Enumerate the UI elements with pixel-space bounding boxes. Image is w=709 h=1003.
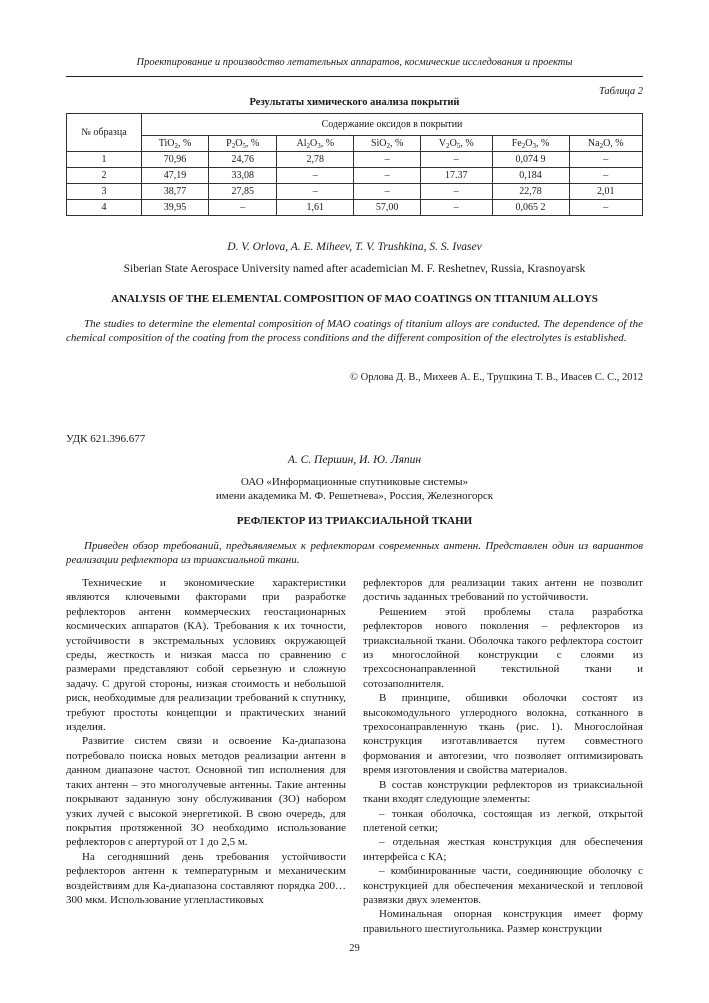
paragraph: рефлекторов для реализации таких антенн не позволит достичь заданных требований по устойчивости. [363, 577, 643, 604]
table-number: Таблица 2 [598, 86, 643, 97]
col-header-al2o3: $Al_2O_3$, % [277, 136, 354, 152]
table-cell: – [569, 152, 642, 168]
table-cell: 47,19 [142, 168, 209, 184]
table-row [67, 184, 643, 200]
table-cell: 0,074 9 [492, 152, 569, 168]
table-cell: 3 [67, 184, 142, 200]
body-column-left [66, 576, 346, 907]
table-cell: 2,01 [569, 184, 642, 200]
table-cell: – [354, 152, 421, 168]
paragraph: Технические и экономические характеристики являются ключевыми факторами при разработке рефлекторов антенн коммерческих геостационарных космических аппаратов (КА). Требования к их точности, устойчивости в экстремальных условиях окружающей среды, жесткость и низкая масса по сравнению с размерами представляют собой серьезную и сложную задачу. С другой стороны, низкая стоимость и небольшой риск, необходимые для реализации требований к спутнику, требуют простоты концепции и практических знаний изделия. [66, 577, 346, 734]
table-cell: – [421, 184, 493, 200]
table-cell: 24,76 [209, 152, 277, 168]
table-cell: – [354, 184, 421, 200]
sample-header: № образца [67, 114, 142, 152]
table-cell: 22,78 [492, 184, 569, 200]
table-cell: – [421, 152, 493, 168]
affiliation-ru [66, 475, 643, 503]
table-cell: 2,78 [277, 152, 354, 168]
table-cell: 57,00 [354, 200, 421, 216]
udk-code: УДК 621.396.677 [66, 433, 146, 445]
col-header-tio2: TiO$_2$, % [142, 136, 209, 152]
abstract-ru: Приведен обзор требований, предъявляемых к рефлекторам современных антенн. Представлен один из вариантов реализации рефлектора из триаксиальной ткани. [66, 540, 643, 566]
paragraph: Развитие систем связи и освоение Ka-диапазона потребовало поиска новых методов реализации антенн в данном диапазоне частот. Основной тип исполнения для таких антенн – это многолучевые антенны. Такие антенны покрывают заданную зону обслуживания (ЗО) набором узких лучей с высокой энергетикой. В свою очередь, для покрытия протяженной ЗО необходимо использование рефлекторов с апертурой от 1 до 2,5 м. [66, 735, 346, 849]
table-cell: 17.37 [421, 168, 493, 184]
table-cell: – [421, 200, 493, 216]
col-header-na2o: $Na_2O$, % [569, 136, 642, 152]
table-cell: – [354, 168, 421, 184]
affiliation-line: имени академика М. Ф. Решетнева», Россия, Железногорск [215, 490, 494, 502]
paragraph: На сегодняшний день требования устойчивости рефлекторов антенн к температурным и механическим воздействиям для Ka-диапазона составляют порядка 200…300 мкм. Использование углепластиковых [66, 850, 346, 906]
copyright-notice: © Орлова Д. В., Михеев А. Е., Трушкина Т. В., Ивасев С. С., 2012 [350, 372, 643, 383]
table-cell: 0,065 2 [492, 200, 569, 216]
list-item: – комбинированные части, соединяющие оболочку с конструкцией для обеспечения механической и тепловой развязки двух элементов. [363, 865, 643, 906]
paragraph: Номинальная опорная конструкция имеет форму правильного шестиугольника. Размер конструкции [363, 908, 643, 935]
body-column-right [363, 576, 643, 936]
table-cell: 27,85 [209, 184, 277, 200]
paragraph: Решением этой проблемы стала разработка рефлекторов нового поколения – рефлекторов из триаксиальной ткани. Оболочка такого рефлектора состоит из многослойной конструкции с слоями из трехсоснонаправленной текстильной ткани и сотозаполнителя. [363, 605, 643, 690]
table-cell: 70,96 [142, 152, 209, 168]
paragraph: В состав конструкции рефлекторов из триаксиальной ткани входят следующие элементы: [363, 778, 643, 806]
table-cell: 33,08 [209, 168, 277, 184]
oxide-group-header: Содержание оксидов в покрытии [142, 114, 643, 136]
col-header-p2o5: $P_2O_5$, % [209, 136, 277, 152]
table-cell: 1 [67, 152, 142, 168]
table-title: Результаты химического анализа покрытий [249, 97, 460, 108]
table-cell: – [569, 200, 642, 216]
table-cell: 39,95 [142, 200, 209, 216]
table-row [67, 200, 643, 216]
running-header: Проектирование и производство летательных аппаратов, космические исследования и проекты [136, 57, 573, 68]
col-header-fe2o3: $Fe_2O_3$, % [492, 136, 569, 152]
col-header-sio2: SiO$_2$, % [354, 136, 421, 152]
table-cell: 2 [67, 168, 142, 184]
table-cell: – [569, 168, 642, 184]
table-cell: 1,61 [277, 200, 354, 216]
table-subheader-row [67, 136, 643, 152]
table-cell: – [209, 200, 277, 216]
list-item: – отдельная жесткая конструкция для обеспечения интерфейса с КА; [363, 836, 643, 863]
header-rule [66, 76, 643, 77]
chemical-analysis-table [66, 113, 643, 216]
table-header-row [67, 114, 643, 136]
list-item: – тонкая оболочка, состоящая из легкой, открытой плетеной сетки; [363, 807, 643, 834]
page-number: 29 [349, 943, 360, 954]
table-cell: – [277, 168, 354, 184]
authors-en: D. V. Orlova, A. E. Miheev, T. V. Trushkina, S. S. Ivasev [227, 241, 482, 253]
authors-ru: А. С. Першин, И. Ю. Ляпин [287, 454, 422, 466]
abstract-en: The studies to determine the elemental composition of MAO coatings of titanium alloys are conducted. The dependence of the chemical composition of the coating from the process conditions and the different composition of the electrolytes is established. [66, 318, 643, 344]
table-cell: 4 [67, 200, 142, 216]
table-cell: – [277, 184, 354, 200]
table-row [67, 152, 643, 168]
paragraph: В принципе, обшивки оболочки состоят из высокомодульного углеродного волокна, сотканного в трехосонаправленную ткань (рис. 1). Многослойная конструкция изготавливается путем совместного формования и автогезии, что позволяет оптимизировать время изготовления и свойства материалов. [363, 692, 643, 777]
col-header-v2o5: $V_2O_5$, % [421, 136, 493, 152]
affiliation-line: ОАО «Информационные спутниковые системы» [240, 476, 469, 488]
table-cell: 38,77 [142, 184, 209, 200]
table-cell: 0,184 [492, 168, 569, 184]
affiliation-en: Siberian State Aerospace University named after academician M. F. Reshetnev, Russia, Krasnoyarsk [123, 263, 586, 275]
table-row [67, 168, 643, 184]
article-title-ru: РЕФЛЕКТОР ИЗ ТРИАКСИАЛЬНОЙ ТКАНИ [236, 515, 473, 527]
article-title-en: ANALYSIS OF THE ELEMENTAL COMPOSITION OF MAO COATINGS ON TITANIUM ALLOYS [111, 293, 598, 305]
